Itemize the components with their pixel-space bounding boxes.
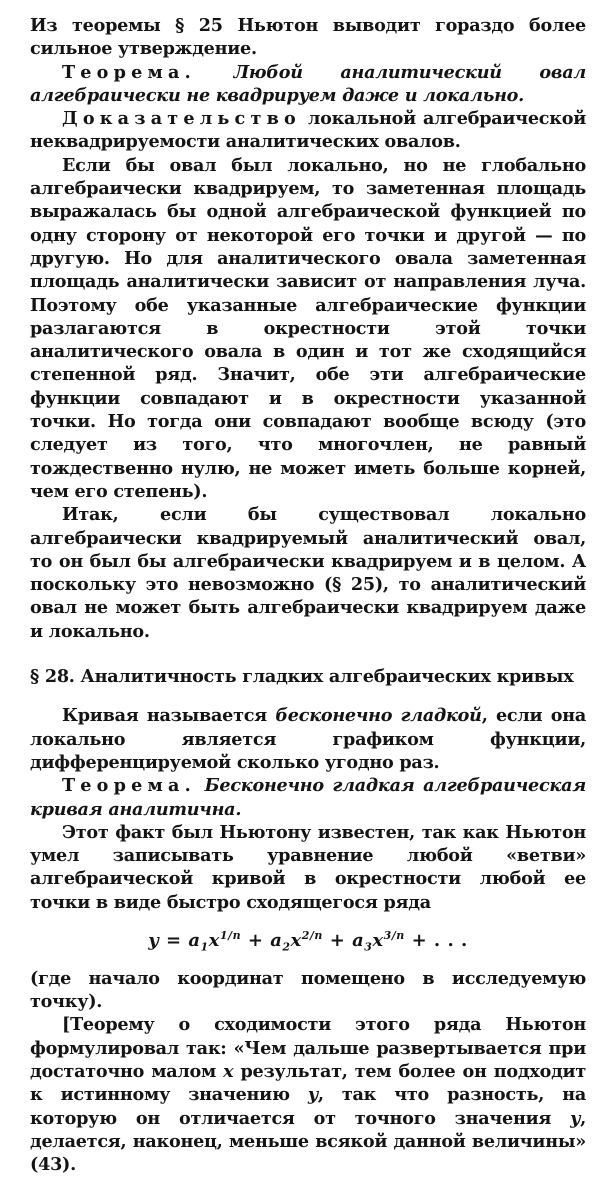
proof-label: Доказательство xyxy=(62,108,301,130)
formula-dots: + . . . xyxy=(404,929,468,951)
proof-subject: локальной алгебраической неквадрируемости аналитических овалов. xyxy=(30,108,586,153)
formula-i3: 3 xyxy=(364,940,373,954)
formula-eq: = xyxy=(159,929,189,951)
quote-var-y2: y xyxy=(570,1107,581,1129)
paragraph-conclusion: Итак, если бы существовал локально алгебраически квадрируемый аналитический овал, то он был бы алгебраически квадрируем и в целом. А поскольку это невозможно (§ 25), то аналитический овал не может быть алгебраически квадрируем даже и локально. xyxy=(30,504,586,642)
formula-e2: 2/n xyxy=(301,928,323,942)
theorem-1-label: Теорема. xyxy=(62,61,196,83)
definition-before: Кривая называется xyxy=(62,705,276,727)
formula-plus2: + xyxy=(322,929,353,951)
paragraph-origin: (где начало координат помещено в исследуемую точку). xyxy=(30,967,586,1013)
formula-a3: a xyxy=(352,929,365,951)
theorem-1 xyxy=(30,61,586,108)
definition-after: , если она локально является графиком функции, дифференцируемой сколько угодно раз. xyxy=(30,705,586,773)
formula-x1: x xyxy=(208,929,220,951)
series-formula xyxy=(30,924,586,959)
formula-i1: 1 xyxy=(200,940,209,954)
quote-var-x: x xyxy=(223,1061,234,1083)
quote-part-3: , так что разность, на которую он отличается от точного значения xyxy=(30,1084,586,1129)
paragraph-newton: Этот факт был Ньютону известен, так как Ньютон умел записывать уравнение любой «ветви» алгебраической кривой в окрестности любой ее точки в виде быстро сходящегося ряда xyxy=(30,821,586,913)
formula-a2: a xyxy=(270,929,283,951)
paragraph-definition xyxy=(30,704,586,774)
paragraph-intro: Из теоремы § 25 Ньютон выводит гораздо более сильное утверждение. xyxy=(30,15,586,60)
quote-part-2: результат, тем более он подходит к истинному значению xyxy=(30,1061,586,1106)
formula-i2: 2 xyxy=(282,940,291,954)
quote-var-y1: y xyxy=(307,1084,318,1106)
theorem-1-statement: Любой аналитический овал алгебраически не квадрируем даже и локально. xyxy=(30,61,586,106)
formula-x2: x xyxy=(290,929,302,951)
theorem-2 xyxy=(30,774,586,821)
quote-part-1: [Теорему о сходимости этого ряда Ньютон формулировал так: «Чем дальше развертывается при достаточно малом xyxy=(30,1014,586,1083)
paragraph-quote xyxy=(30,1013,586,1176)
page-body xyxy=(30,14,586,1177)
definition-term: бесконечно гладкой xyxy=(275,705,482,727)
formula-x3: x xyxy=(372,929,384,951)
theorem-2-label: Теорема. xyxy=(62,775,196,797)
formula-e3: 3/n xyxy=(383,928,405,942)
section-heading: § 28. Аналитичность гладких алгебраических кривых xyxy=(30,666,574,688)
formula-a1: a xyxy=(188,929,201,951)
formula-plus1: + xyxy=(241,929,271,951)
formula-lhs: y xyxy=(148,929,160,951)
proof-title xyxy=(30,107,586,154)
paragraph-proof: Если бы овал был локально, но не глобально алгебраически квадрируем, то заметенная площадь выражалась бы одной алгебраической функцией по одну сторону от некоторой его точки и другой — по другую. Но для аналитического овала заметенная площадь аналитически зависит от направления луча. Поэтому обе указанные алгебраические функции разлагаются в окрестности этой точки аналитического овала в один и тот же сходящийся степенной ряд. Значит, обе эти алгебраические функции совпадают и в окрестности указанной точки. Но тогда они совпадают вообще всюду (это следует из того, что многочлен, не равный тождественно нулю, не может иметь больше корней, чем его степень). xyxy=(30,154,586,502)
quote-part-4: , делается, наконец, меньше всякой данной величины» (43). xyxy=(30,1107,586,1176)
theorem-2-statement: Бесконечно гладкая алгебраическая кривая аналитична. xyxy=(30,775,586,820)
formula-e1: 1/n xyxy=(219,928,242,942)
